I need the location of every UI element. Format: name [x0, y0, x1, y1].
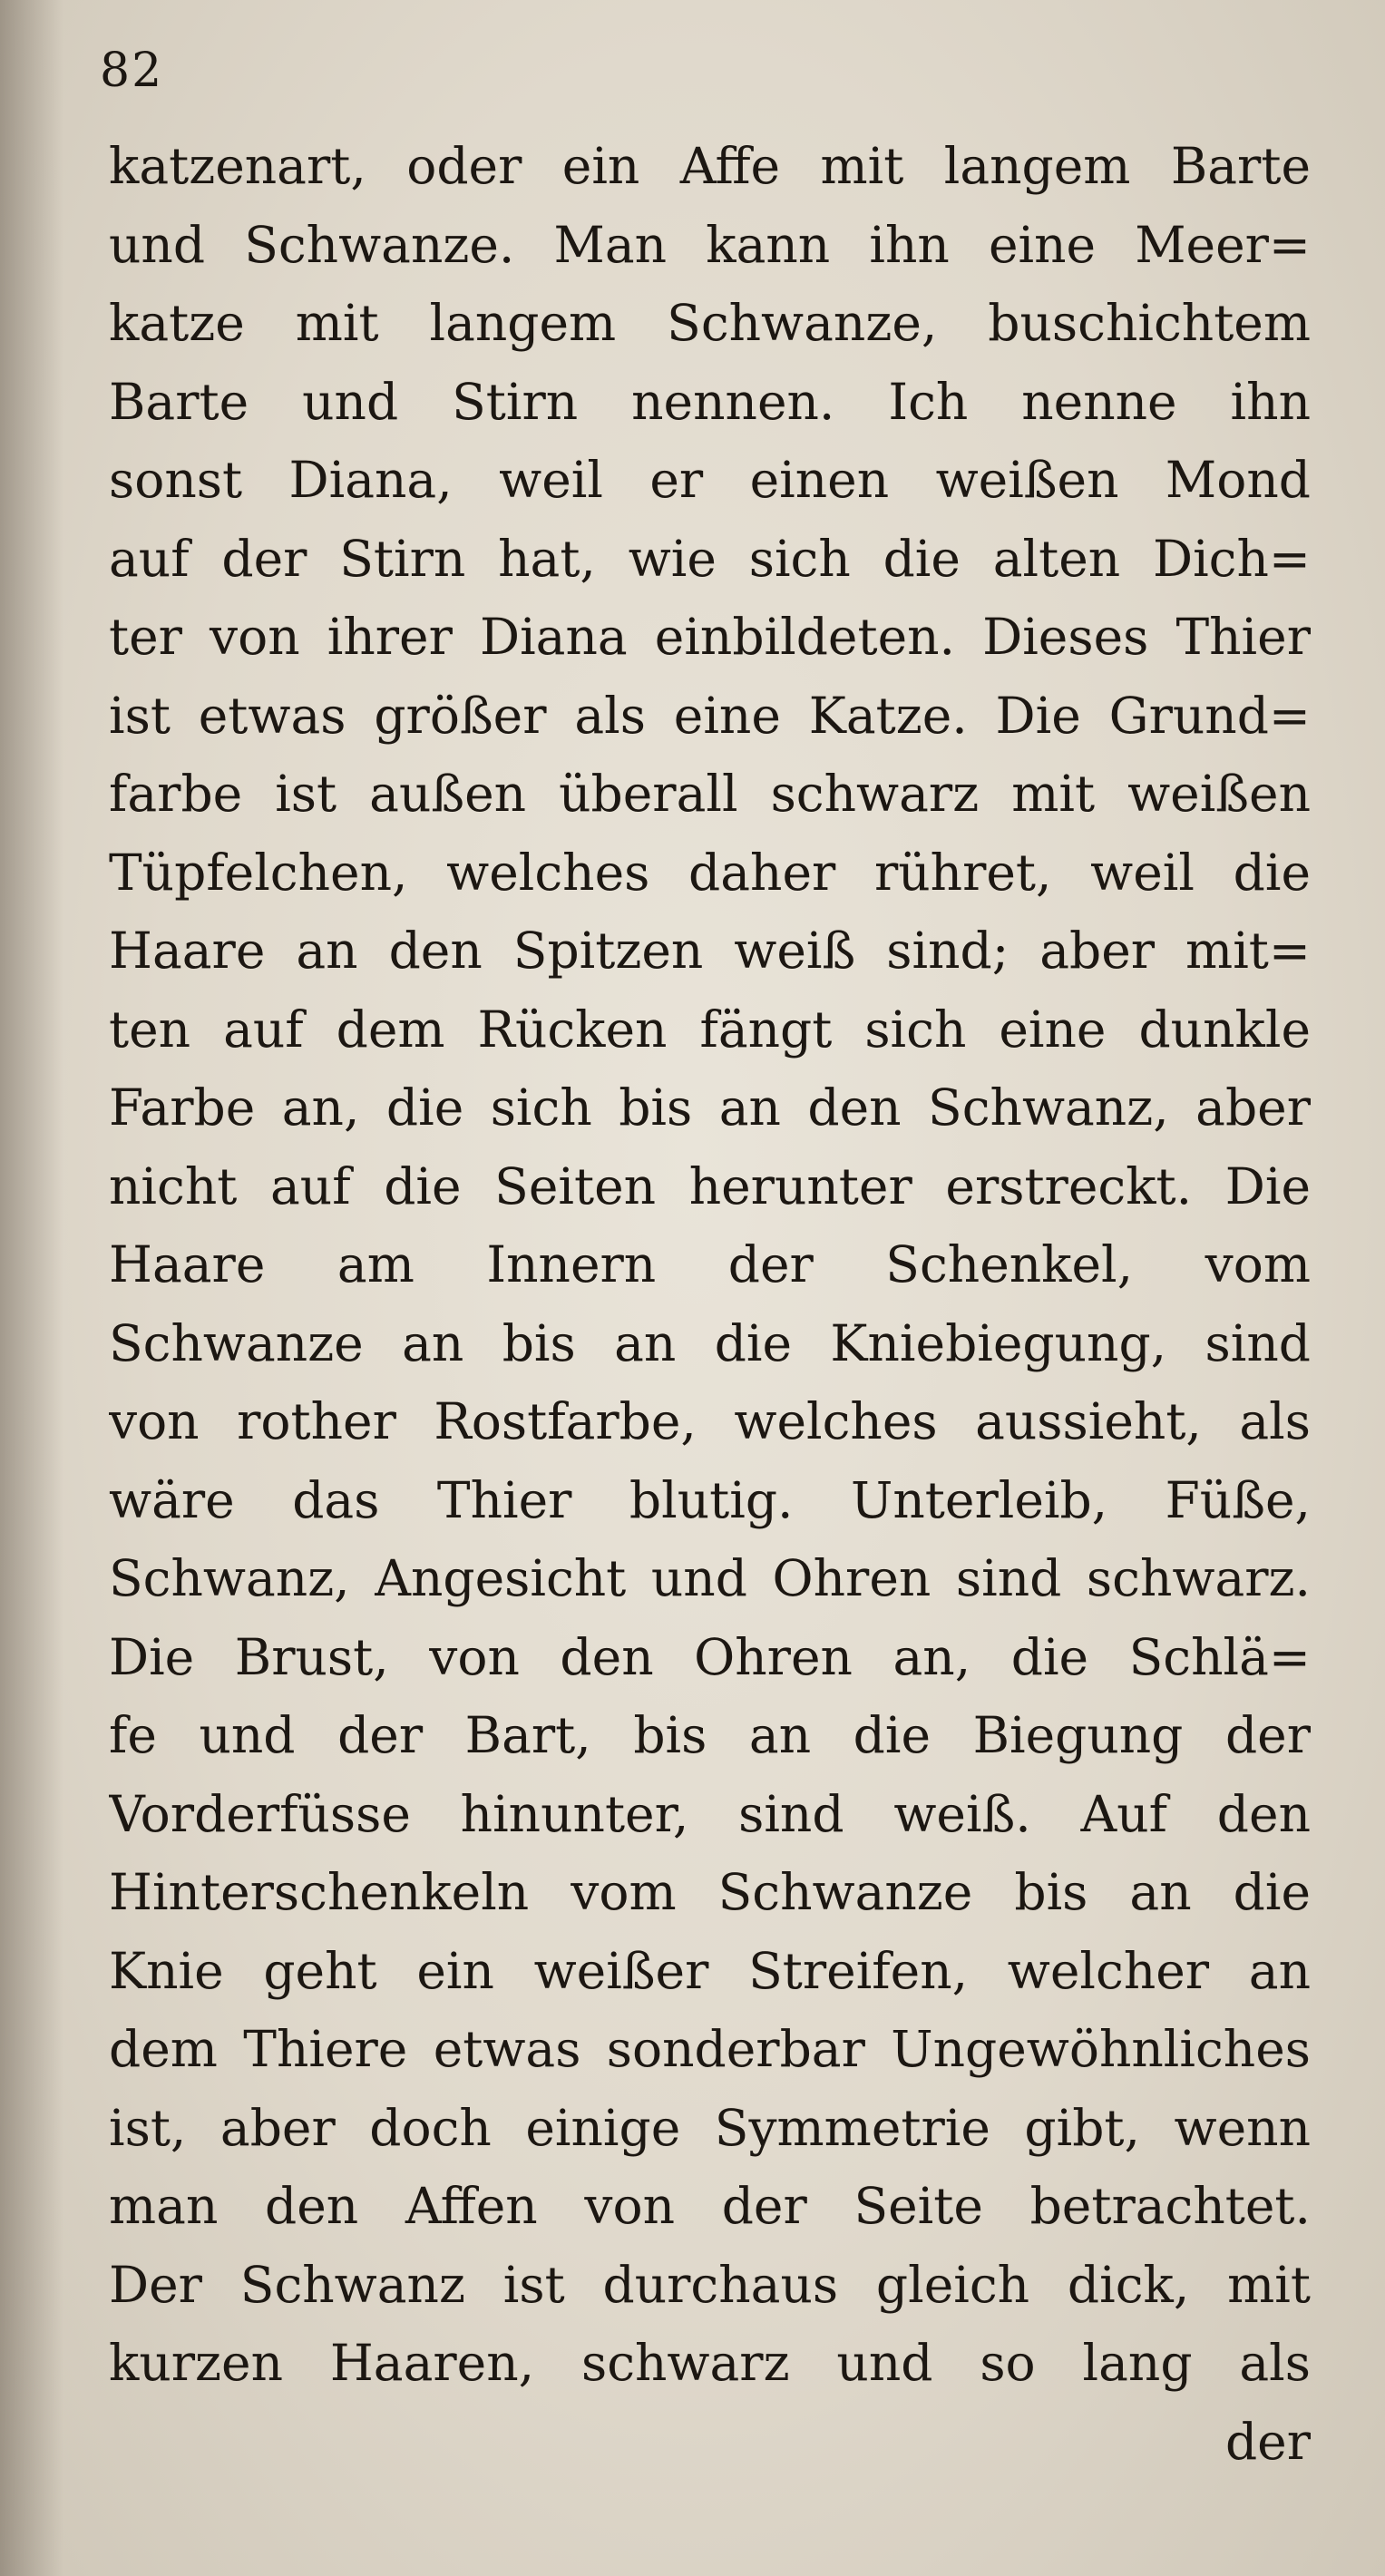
- text-line: farbe ist außen überall schwarz mit weißen: [109, 765, 1311, 823]
- text-line: ist, aber doch einige Symmetrie gibt, wenn: [109, 2098, 1311, 2157]
- text-line: katze mit langem Schwanze, buschichtem: [109, 294, 1311, 352]
- catchword: der: [1224, 2412, 1311, 2471]
- text-line: katzenart, oder ein Affe mit langem Barte: [109, 137, 1311, 195]
- text-line: fe und der Bart, bis an die Biegung der: [109, 1706, 1311, 1764]
- body-text: [109, 127, 1311, 2481]
- text-line: ten auf dem Rücken fängt sich eine dunkle: [109, 1000, 1311, 1059]
- text-line: wäre das Thier blutig. Unterleib, Füße,: [109, 1470, 1311, 1529]
- text-line: ter von ihrer Diana einbildeten. Dieses Thier: [109, 608, 1311, 666]
- page-number: 82: [100, 44, 164, 98]
- text-line: Schwanz, Angesicht und Ohren sind schwarz.: [109, 1549, 1311, 1607]
- text-line: man den Affen von der Seite betrachtet.: [109, 2177, 1311, 2235]
- text-line: Barte und Stirn nennen. Ich nenne ihn: [109, 372, 1311, 431]
- text-line: und Schwanze. Man kann ihn eine Meer=: [109, 215, 1311, 274]
- text-line: Vorderfüsse hinunter, sind weiß. Auf den: [109, 1784, 1311, 1843]
- text-line: ist etwas größer als eine Katze. Die Grund=: [109, 686, 1311, 745]
- gutter-shadow: [0, 0, 63, 2576]
- text-line: Haare an den Spitzen weiß sind; aber mit=: [109, 922, 1311, 980]
- text-line: Knie geht ein weißer Streifen, welcher an: [109, 1941, 1311, 2000]
- text-line: nicht auf die Seiten herunter erstreckt. Die: [109, 1156, 1311, 1215]
- text-line: Tüpfelchen, welches daher rühret, weil die: [109, 843, 1311, 902]
- text-line: Haare am Innern der Schenkel, vom: [109, 1235, 1311, 1293]
- text-line: kurzen Haaren, schwarz und so lang als: [109, 2334, 1311, 2392]
- text-line: Die Brust, von den Ohren an, die Schlä=: [109, 1627, 1311, 1686]
- text-line: auf der Stirn hat, wie sich die alten Dich=: [109, 529, 1311, 588]
- text-line: dem Thiere etwas sonderbar Ungewöhnliches: [109, 2020, 1311, 2078]
- text-line: Schwanze an bis an die Kniebiegung, sind: [109, 1313, 1311, 1372]
- text-line: Farbe an, die sich bis an den Schwanz, aber: [109, 1078, 1311, 1137]
- text-line: Hinterschenkeln vom Schwanze bis an die: [109, 1863, 1311, 1921]
- text-line: von rother Rostfarbe, welches aussieht, als: [109, 1392, 1311, 1450]
- text-line: Der Schwanz ist durchaus gleich dick, mit: [109, 2255, 1311, 2314]
- text-line: sonst Diana, weil er einen weißen Mond: [109, 451, 1311, 509]
